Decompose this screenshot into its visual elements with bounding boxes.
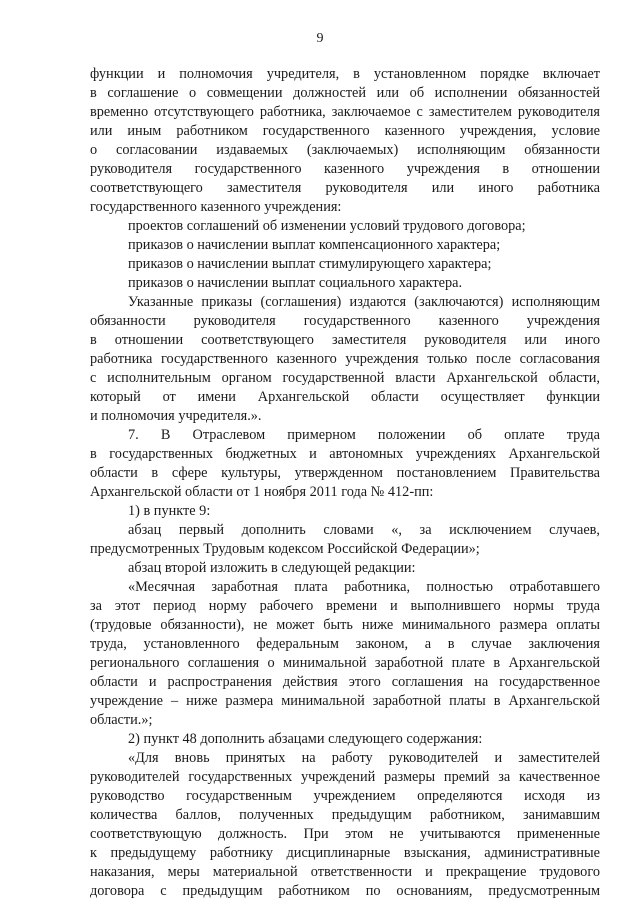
text-line: проектов соглашений об изменении условий трудового договора; — [128, 218, 526, 234]
paragraph — [90, 426, 600, 502]
text-line: работника государственного казенного учреждения только после согласования — [90, 351, 600, 367]
paragraph — [90, 293, 600, 426]
paragraph — [90, 502, 600, 521]
text-line: с исполнительным органом государственной власти Архангельской области, — [90, 370, 600, 386]
paragraph — [90, 255, 600, 274]
text-line: приказов о начислении выплат компенсационного характера; — [128, 237, 501, 253]
text-line: обязанности руководителя государственного казенного учреждения — [90, 313, 600, 329]
paragraph — [90, 559, 600, 578]
text-line: области и распространения действия этого соглашения на государственное — [90, 674, 600, 690]
text-line: в государственных бюджетных и автономных учреждениях Архангельской — [90, 446, 600, 462]
text-line: (трудовые обязанности), не может быть ниже минимального размера оплаты — [90, 617, 600, 633]
text-line: соответствующую должность. При этом не учитываются примененные — [90, 826, 600, 842]
text-line: 7. В Отраслевом примерном положении об оплате труда — [128, 427, 600, 443]
text-line: предусмотренных Трудовым кодексом Российской Федерации»; — [90, 541, 480, 557]
paragraph — [90, 65, 600, 217]
text-line: или иным работником государственного казенного учреждения, условие — [90, 123, 600, 139]
text-line: Указанные приказы (соглашения) издаются (заключаются) исполняющим — [128, 294, 600, 310]
paragraph — [90, 749, 600, 901]
text-line: регионального соглашения о минимальной заработной плате в Архангельской — [90, 655, 600, 671]
text-line: Архангельской области от 1 ноября 2011 года № 412-пп: — [90, 484, 434, 500]
text-line: приказов о начислении выплат стимулирующего характера; — [128, 256, 492, 272]
text-line: и полномочия учредителя.». — [90, 408, 262, 424]
text-line: временно отсутствующего работника, заключаемое с заместителем руководителя — [90, 104, 600, 120]
paragraph — [90, 730, 600, 749]
text-line: руководителей государственных учреждений размеры премий за качественное — [90, 769, 600, 785]
text-line: 1) в пункте 9: — [128, 503, 211, 519]
paragraph — [90, 236, 600, 255]
text-line: учреждение – ниже размера минимальной заработной платы в Архангельской — [90, 693, 600, 709]
text-line: руководителя государственного казенного учреждения в отношении — [90, 161, 600, 177]
text-line: приказов о начислении выплат социального характера. — [128, 275, 463, 291]
text-line: труда, установленного федеральным законом, а в случае заключения — [90, 636, 600, 652]
paragraph — [90, 521, 600, 559]
page-number: 9 — [316, 31, 324, 46]
text-line: количества баллов, полученных предыдущим работником, занимавшим — [90, 807, 600, 823]
text-line: в соглашение о совмещении должностей или об исполнении обязанностей — [90, 85, 600, 101]
document-body — [90, 65, 600, 901]
text-line: абзац второй изложить в следующей редакции: — [128, 560, 416, 576]
text-line: функции и полномочия учредителя, в установленном порядке включает — [90, 66, 600, 82]
text-line: государственного казенного учреждения: — [90, 199, 342, 215]
text-line: абзац первый дополнить словами «, за исключением случаев, — [128, 522, 600, 538]
text-line: «Для вновь принятых на работу руководителей и заместителей — [128, 750, 600, 766]
text-line: руководство государственным учреждением определяются исходя из — [90, 788, 600, 804]
paragraph — [90, 274, 600, 293]
text-line: который от имени Архангельской области осуществляет функции — [90, 389, 600, 405]
text-line: области в сфере культуры, утвержденном постановлением Правительства — [90, 465, 600, 481]
text-line: за этот период норму рабочего времени и выполнившего нормы труда — [90, 598, 600, 614]
text-line: договора с предыдущим работником по основаниям, предусмотренным — [90, 883, 600, 899]
paragraph — [90, 217, 600, 236]
text-line: 2) пункт 48 дополнить абзацами следующего содержания: — [128, 731, 483, 747]
paragraph — [90, 578, 600, 730]
text-line: «Месячная заработная плата работника, полностью отработавшего — [128, 579, 600, 595]
text-line: в отношении соответствующего заместителя руководителя или иного — [90, 332, 600, 348]
text-line: области.»; — [90, 712, 153, 728]
text-line: к предыдущему работнику дисциплинарные взыскания, административные — [90, 845, 600, 861]
text-line: о согласовании издаваемых (заключаемых) исполняющим обязанности — [90, 142, 600, 158]
text-line: соответствующего заместителя руководителя или иного работника — [90, 180, 600, 196]
text-line: наказания, меры материальной ответственности и прекращение трудового — [90, 864, 600, 880]
